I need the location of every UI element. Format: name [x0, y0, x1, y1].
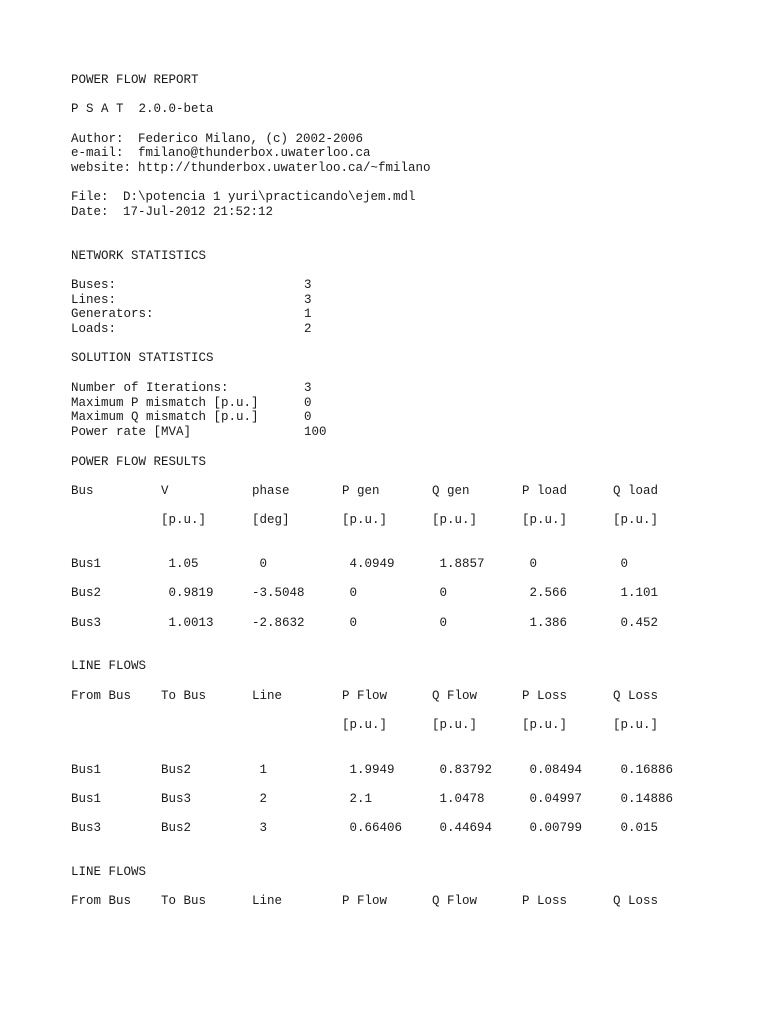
table-cell: Bus2: [161, 763, 192, 777]
table-cell: 0: [252, 557, 268, 571]
table-cell: 0: [342, 586, 358, 600]
table-cell: 0.00799: [522, 821, 583, 835]
stat-value: 0: [304, 396, 312, 410]
table-cell: Bus3: [71, 616, 102, 630]
table-cell: 0.015: [613, 821, 659, 835]
table-cell: 0.9819: [161, 586, 214, 600]
table-cell: 0: [432, 586, 448, 600]
table-cell: 1.05: [161, 557, 199, 571]
table-cell: 1.8857: [432, 557, 485, 571]
file-label: File:: [71, 190, 109, 204]
author-value: Federico Milano, (c) 2002-2006: [138, 132, 364, 146]
file-value: D:\potencia 1 yuri\practicando\ejem.mdl: [123, 190, 416, 204]
column-header: P Loss: [522, 894, 568, 908]
power-flow-title: POWER FLOW RESULTS: [71, 455, 207, 469]
column-header: From Bus: [71, 894, 132, 908]
stat-label: Buses:: [71, 278, 117, 292]
email-label: e-mail:: [71, 146, 124, 160]
column-header: phase: [252, 484, 290, 498]
table-cell: 1.0013: [161, 616, 214, 630]
column-header: From Bus: [71, 689, 132, 703]
line-flows-title: LINE FLOWS: [71, 659, 147, 673]
stat-value: 3: [304, 381, 312, 395]
table-cell: 0.66406: [342, 821, 403, 835]
table-cell: 0.44694: [432, 821, 493, 835]
table-cell: 0: [342, 616, 358, 630]
stat-label: Lines:: [71, 293, 117, 307]
stat-value: 0: [304, 410, 312, 424]
column-unit: [p.u.]: [161, 513, 207, 527]
column-header: Q Loss: [613, 689, 659, 703]
stat-label: Maximum P mismatch [p.u.]: [71, 396, 259, 410]
column-header: P Flow: [342, 689, 388, 703]
stat-value: 100: [304, 425, 327, 439]
table-cell: 3: [252, 821, 268, 835]
date-value: 17-Jul-2012 21:52:12: [123, 205, 274, 219]
column-header: P load: [522, 484, 568, 498]
column-unit: [deg]: [252, 513, 290, 527]
table-cell: 0.452: [613, 616, 659, 630]
table-cell: 0.08494: [522, 763, 583, 777]
column-header: P Flow: [342, 894, 388, 908]
table-cell: 1.101: [613, 586, 659, 600]
table-cell: Bus1: [71, 557, 102, 571]
table-cell: Bus1: [71, 792, 102, 806]
table-cell: 2: [252, 792, 268, 806]
table-cell: Bus2: [71, 586, 102, 600]
table-cell: -3.5048: [252, 586, 305, 600]
stat-label: Power rate [MVA]: [71, 425, 192, 439]
column-header: To Bus: [161, 894, 207, 908]
table-cell: 0.83792: [432, 763, 493, 777]
stat-label: Loads:: [71, 322, 117, 336]
table-cell: Bus1: [71, 763, 102, 777]
column-header: P gen: [342, 484, 380, 498]
column-header: Q load: [613, 484, 659, 498]
table-cell: 1.386: [522, 616, 568, 630]
column-unit: [p.u.]: [342, 718, 388, 732]
table-cell: 0: [613, 557, 629, 571]
table-cell: Bus3: [71, 821, 102, 835]
stat-value: 1: [304, 307, 312, 321]
table-cell: 0.16886: [613, 763, 674, 777]
table-cell: 1.9949: [342, 763, 395, 777]
column-header: To Bus: [161, 689, 207, 703]
column-unit: [p.u.]: [613, 718, 659, 732]
software-version: P S A T 2.0.0-beta: [71, 102, 214, 116]
column-header: Q gen: [432, 484, 470, 498]
email-value: fmilano@thunderbox.uwaterloo.ca: [138, 146, 371, 160]
table-cell: 2.566: [522, 586, 568, 600]
network-stats-title: NETWORK STATISTICS: [71, 249, 207, 263]
table-cell: 0.04997: [522, 792, 583, 806]
column-header: V: [161, 484, 169, 498]
column-header: Q Flow: [432, 689, 478, 703]
stat-label: Maximum Q mismatch [p.u.]: [71, 410, 259, 424]
column-unit: [p.u.]: [613, 513, 659, 527]
website-value: http://thunderbox.uwaterloo.ca/~fmilano: [138, 161, 431, 175]
date-label: Date:: [71, 205, 109, 219]
column-header: Q Loss: [613, 894, 659, 908]
column-unit: [p.u.]: [522, 513, 568, 527]
table-cell: Bus3: [161, 792, 192, 806]
table-cell: 1.0478: [432, 792, 485, 806]
column-unit: [p.u.]: [522, 718, 568, 732]
table-cell: 4.0949: [342, 557, 395, 571]
table-cell: 0.14886: [613, 792, 674, 806]
column-header: Q Flow: [432, 894, 478, 908]
table-cell: 0: [432, 616, 448, 630]
author-label: Author:: [71, 132, 124, 146]
table-cell: -2.8632: [252, 616, 305, 630]
table-cell: 2.1: [342, 792, 373, 806]
column-header: Line: [252, 689, 283, 703]
column-header: Line: [252, 894, 283, 908]
table-cell: Bus2: [161, 821, 192, 835]
column-unit: [p.u.]: [432, 718, 478, 732]
stat-label: Generators:: [71, 307, 154, 321]
stat-value: 3: [304, 293, 312, 307]
solution-stats-title: SOLUTION STATISTICS: [71, 351, 214, 365]
column-header: Bus: [71, 484, 94, 498]
stat-label: Number of Iterations:: [71, 381, 229, 395]
column-unit: [p.u.]: [342, 513, 388, 527]
stat-value: 2: [304, 322, 312, 336]
table-cell: 1: [252, 763, 268, 777]
column-unit: [p.u.]: [432, 513, 478, 527]
report-title: POWER FLOW REPORT: [71, 73, 199, 87]
website-label: website:: [71, 161, 132, 175]
line-flows-title: LINE FLOWS: [71, 865, 147, 879]
stat-value: 3: [304, 278, 312, 292]
column-header: P Loss: [522, 689, 568, 703]
table-cell: 0: [522, 557, 538, 571]
